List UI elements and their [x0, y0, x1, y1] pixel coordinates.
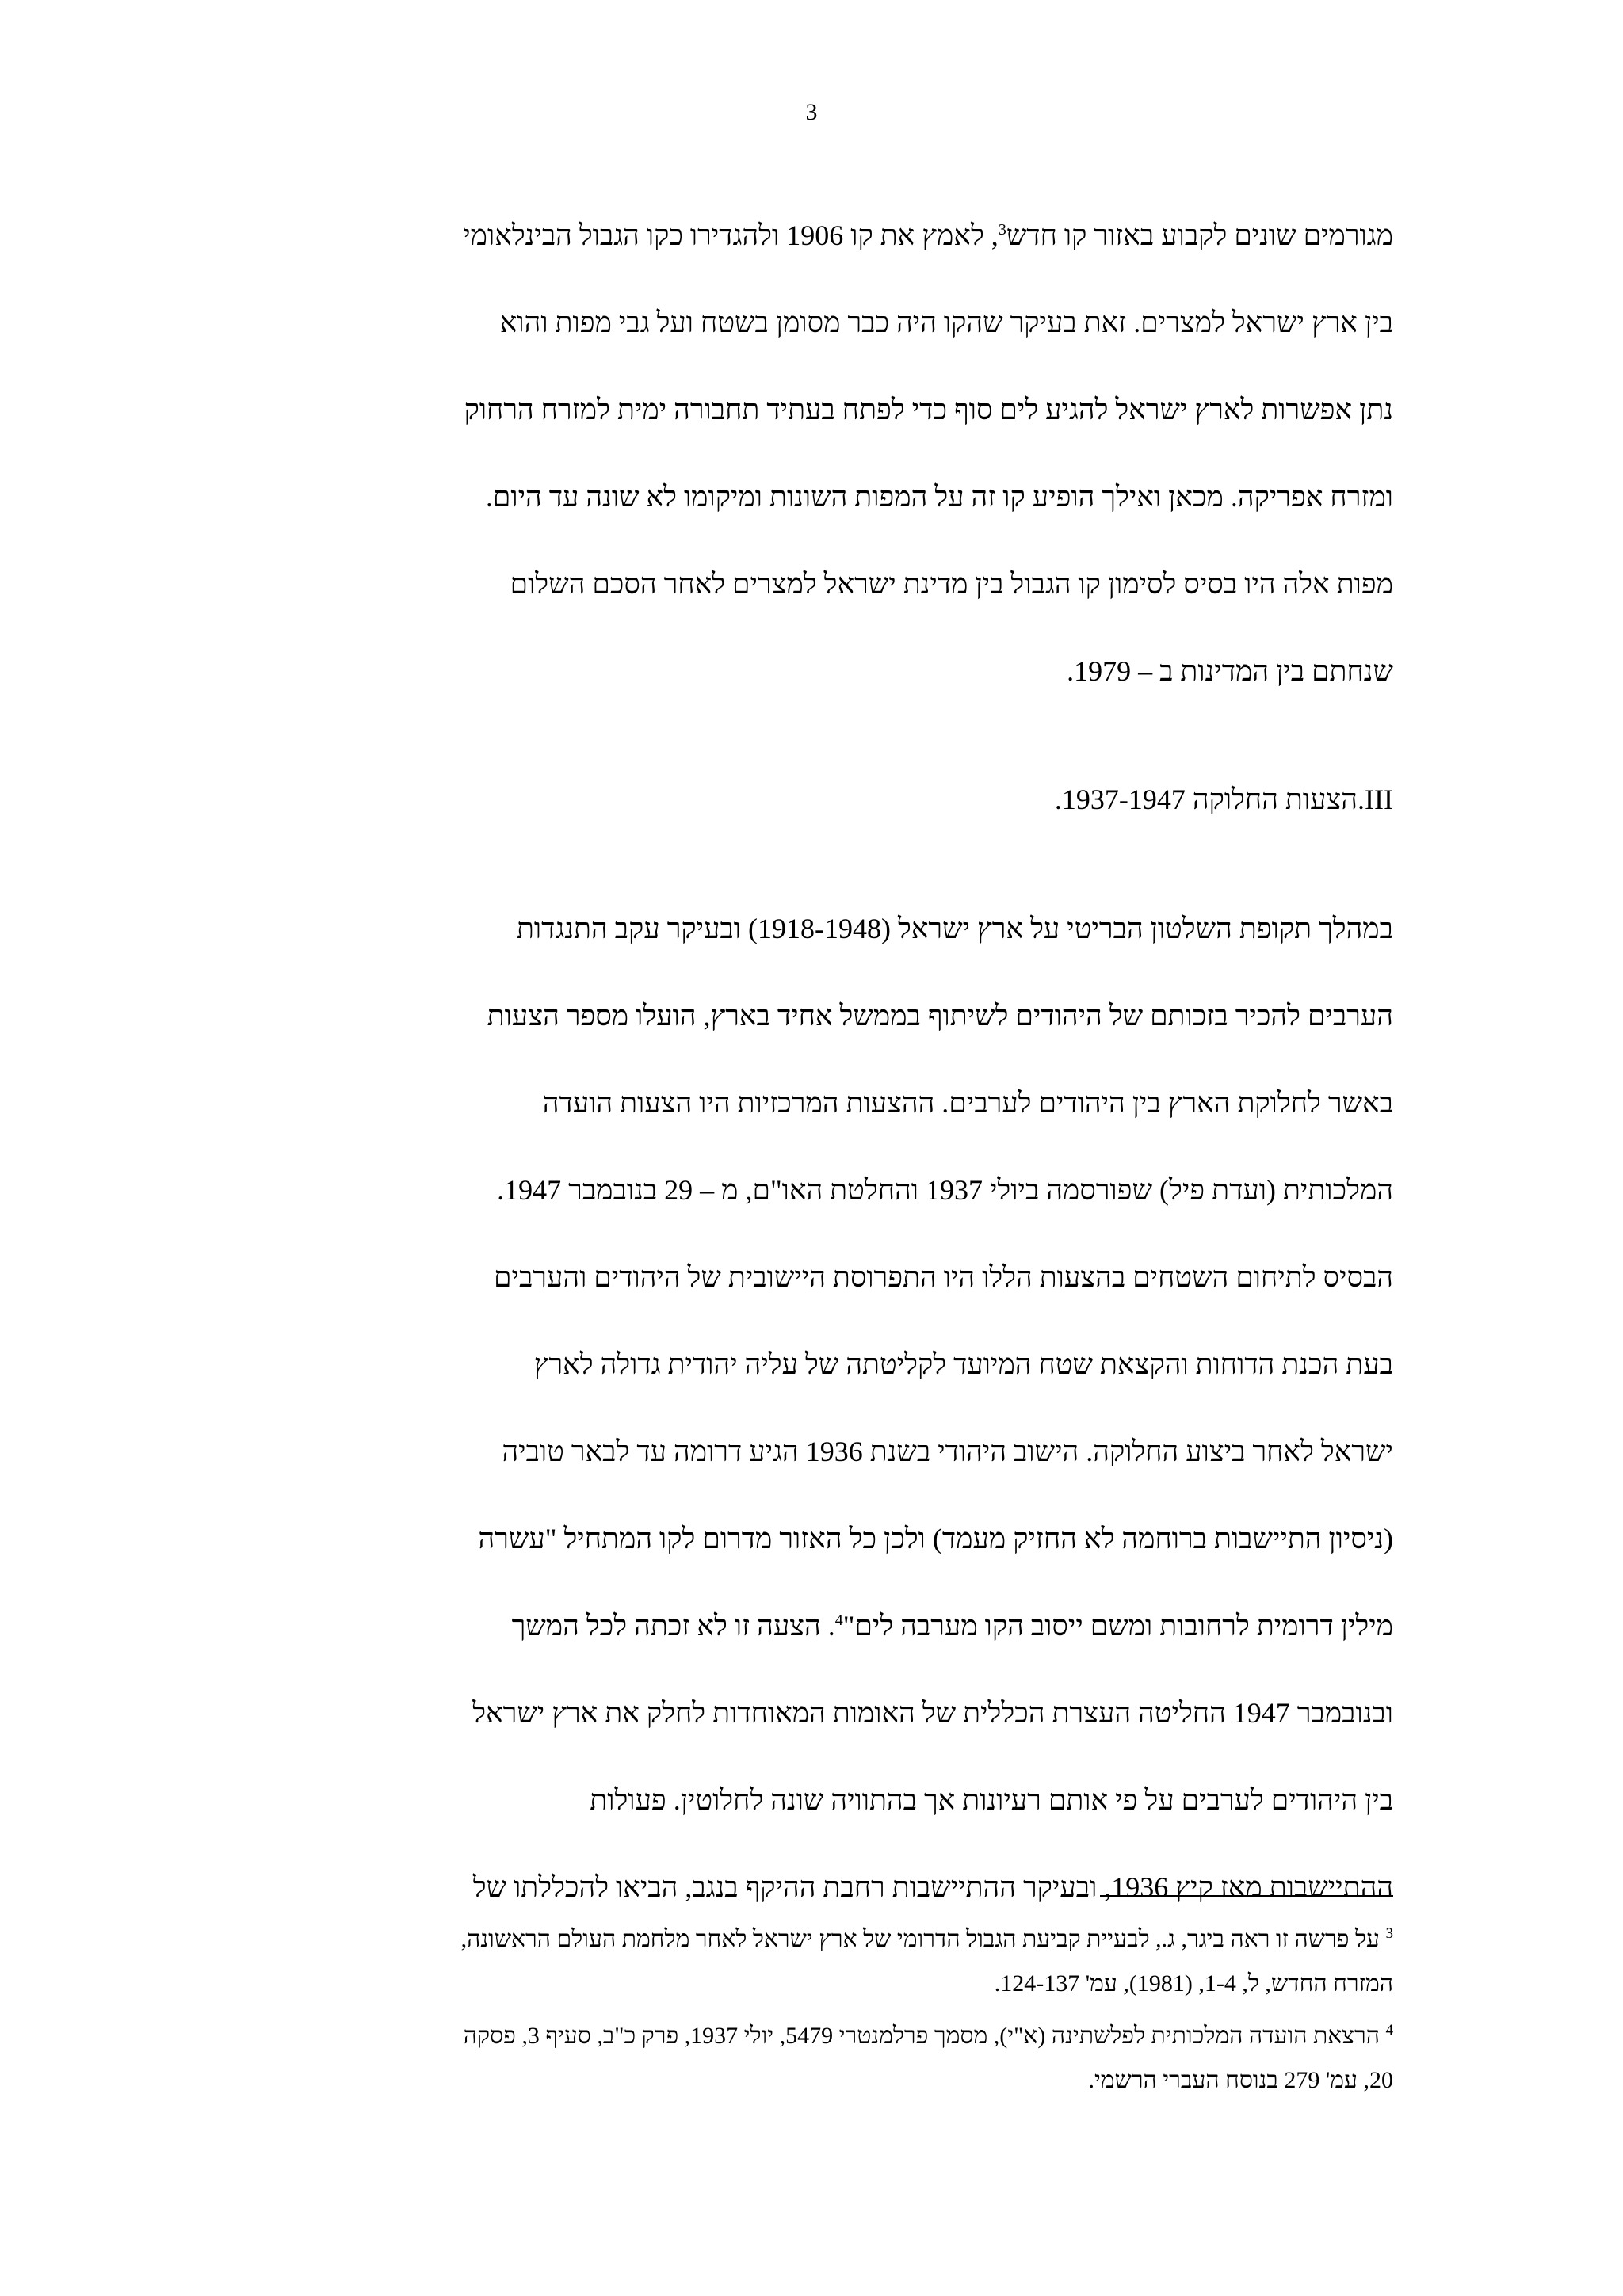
line-text: מילין דרומית לרחובות ומשם ייסוב הקו מערבה לים" [842, 1610, 1393, 1642]
footnote-line: המזרח החדש, ל, 1-4, (1981), עמ' 124-137. [994, 1970, 1393, 1997]
footnote-separator [1100, 1895, 1393, 1897]
body-line: המלכותית (ועדת פיל) שפורסמה ביולי 1937 והחלטת האו"ם, מ – 29 בנובמבר 1947. [497, 1174, 1393, 1206]
footnotes [220, 1917, 1393, 2111]
body-line: מפות אלה היו בסיס לסימון קו הגבול בין מדינת ישראל למצרים לאחר הסכם השלום [510, 568, 1393, 600]
body-line: (ניסיון התיישבות ברוחמה לא החזיק מעמד) ולכן כל האזור מדרום לקו המתחיל "עשרה [478, 1523, 1393, 1554]
body-line: ישראל לאחר ביצוע החלוקה. הישוב היהודי בשנת 1936 הגיע דרומה עד לבאר טוביה [502, 1436, 1393, 1467]
paragraph-partition-proposals [220, 909, 1393, 1955]
footnote-reference: 3 [998, 221, 1006, 238]
footnote-number: 3 [1385, 1925, 1393, 1942]
line-text-continuation: . הצעה זו לא זכתה לכל המשך [511, 1610, 835, 1642]
footnote [220, 2014, 1393, 2103]
footnote-line: 20, עמ' 279 בנוסח העברי הרשמי. [1088, 2067, 1393, 2093]
body-line: הערבים להכיר בזכותם של היהודים לשיתוף בממשל אחיד בארץ, הועלו מספר הצעות [487, 1000, 1393, 1032]
body-line [220, 215, 1393, 303]
body-line: בין ארץ ישראל למצרים. זאת בעיקר שהקו היה כבר מסומן בשטח ועל גבי מפות והוא [499, 307, 1393, 338]
body-line: ומזרח אפריקה. מכאן ואילך הופיע קו זה על המפות השונות ומיקומו לא שונה עד היום. [485, 481, 1393, 513]
body-line [220, 1606, 1393, 1693]
footnote-reference: 4 [834, 1611, 843, 1629]
footnote [220, 1917, 1393, 2006]
body-line: בעת הכנת הדוחות והקצאת שטח המיועד לקליטתה של עליה יהודית גדולה לארץ [533, 1348, 1393, 1380]
body-line: נתן אפשרות לארץ ישראל להגיע לים סוף כדי לפתח בעתיד תחבורה ימית למזרח הרחוק [464, 394, 1393, 425]
body-line: הבסיס לתיחום השטחים בהצעות הללו היו התפרוסת היישובית של היהודים והערבים [494, 1261, 1393, 1293]
body-line: באשר לחלוקת הארץ בין היהודים לערבים. ההצעות המרכזיות היו הצעות הועדה [542, 1087, 1393, 1119]
section-heading: III.הצעות החלוקה 1937-1947. [1054, 784, 1393, 815]
footnote-text: הרצאת הועדה המלכותית לפלשתינה (א"י), מסמך פרלמנטרי 5479, יולי 1937, פרק כ"ב, סעיף 3, פסקה [463, 2023, 1380, 2049]
body-line: ההתיישבות מאז קיץ 1936, ובעיקר ההתיישבות רחבת ההיקף בנגב, הביאו להכללתו של [472, 1871, 1393, 1903]
line-text: מגורמים שונים לקבוע באזור קו חדש [1006, 219, 1393, 251]
body-line: בין היהודים לערבים על פי אותם רעיונות אך בהתוויה שונה לחלוטין. פעולות [590, 1784, 1393, 1816]
body-line: שנחתם בין המדינות ב – 1979. [1067, 655, 1393, 687]
line-text-continuation: , לאמץ את קו 1906 ולהגדירו כקו הגבול הבינלאומי [463, 219, 999, 251]
footnote-text: על פרשה זו ראה ביגר, ג., לבעיית קביעת הגבול הדרומי של ארץ ישראל לאחר מלחמת העולם הראשונה, [460, 1926, 1380, 1952]
body-line: במהלך תקופת השלטון הבריטי על ארץ ישראל (1918-1948) ובעיקר עקב התנגדות [516, 913, 1393, 944]
page-number: 3 [805, 99, 818, 125]
footnote-number: 4 [1385, 2022, 1393, 2039]
footnote-line [220, 1917, 1393, 1962]
paragraph-border-history [220, 215, 1393, 738]
footnote-line [220, 2014, 1393, 2058]
body-line: ובנובמבר 1947 החליטה העצרת הכללית של האומות המאוחדות לחלק את ארץ ישראל [472, 1697, 1393, 1729]
